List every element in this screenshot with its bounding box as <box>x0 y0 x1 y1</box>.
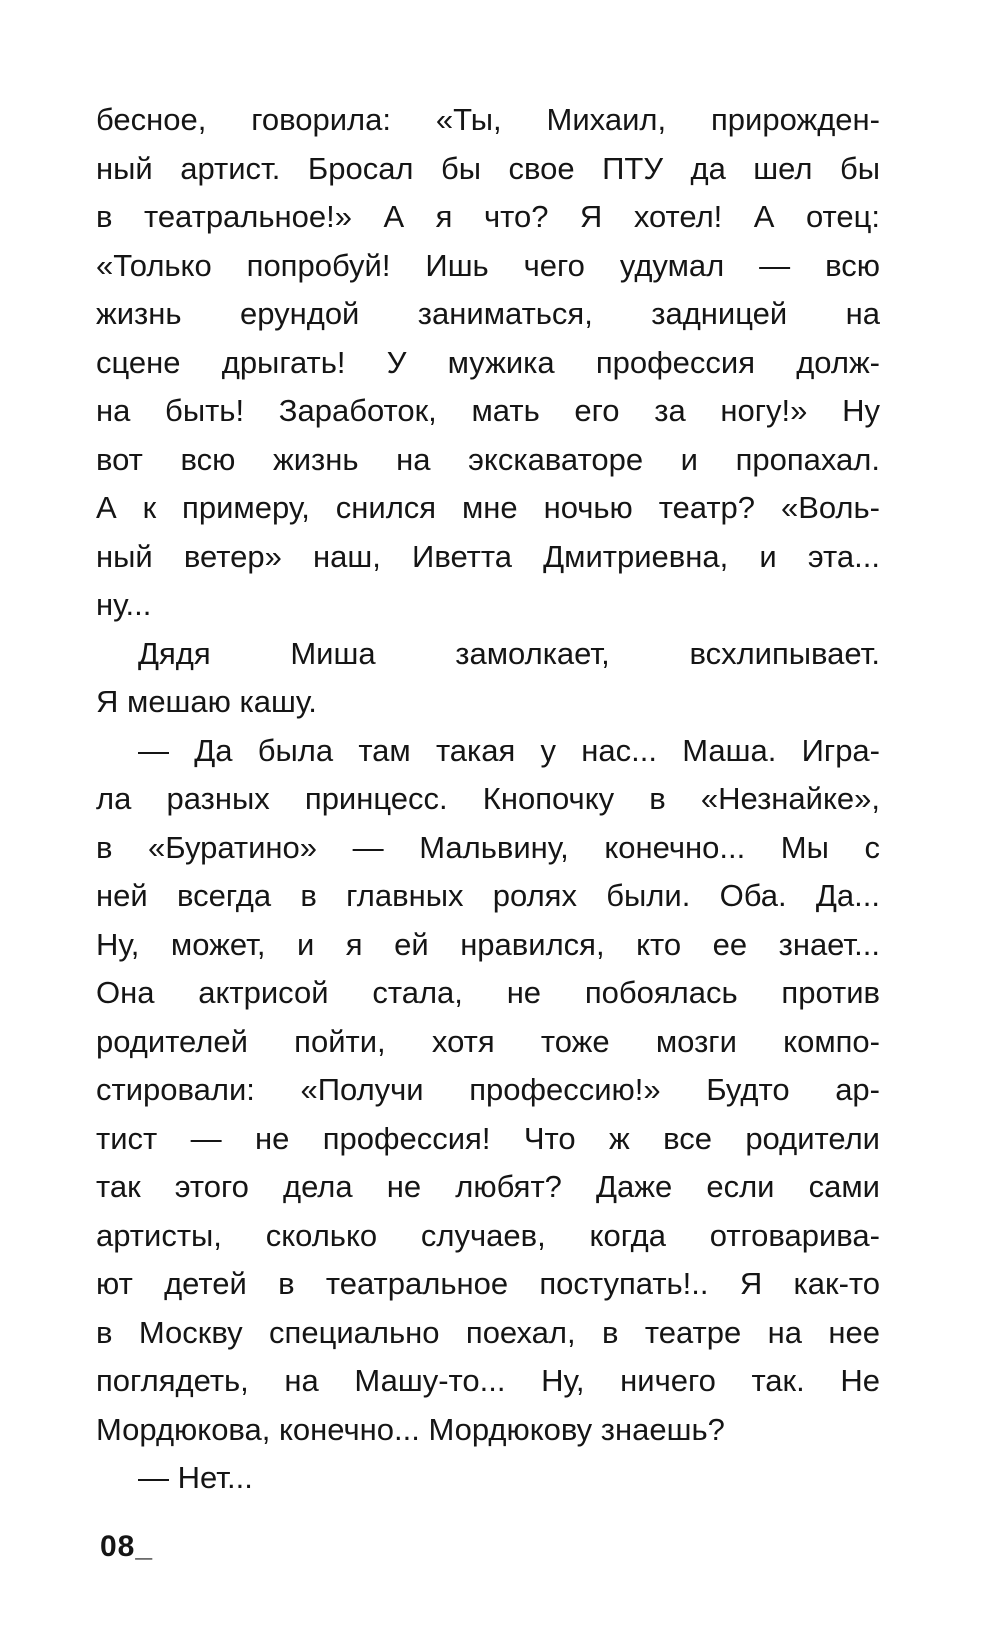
text-line: ный артист. Бросал бы свое ПТУ да шел бы <box>96 150 880 186</box>
text-line: тист — не профессия! Что ж все родители <box>96 1120 880 1156</box>
text-line: в Москву специально поехал, в театре на нее <box>96 1314 880 1350</box>
text-line: ла разных принцесс. Кнопочку в «Незнайке», <box>96 781 880 816</box>
text-line: Она актрисой стала, не побоялась против <box>96 975 880 1010</box>
text-line: стировали: «Получи профессию!» Будто ар- <box>96 1072 880 1107</box>
text-line: Дядя Миша замолкает, всхлипывает. <box>138 635 880 671</box>
text-line: А к примеру, снился мне ночью театр? «Воль- <box>96 490 880 525</box>
text-line: в «Буратино» — Мальвину, конечно... Мы с <box>96 829 880 865</box>
text-line: — Нет... <box>138 1460 253 1495</box>
text-line: жизнь ерундой заниматься, задницей на <box>96 296 880 331</box>
paragraph-dialogue <box>96 727 880 1455</box>
text-line: Я мешаю кашу. <box>96 684 317 719</box>
text-line: бесное, говорила: «Ты, Михаил, прирожден- <box>96 102 880 137</box>
text-line: в театральное!» А я что? Я хотел! А отец: <box>96 199 880 234</box>
text-line: родителей пойти, хотя тоже мозги компо- <box>96 1023 880 1059</box>
page-number: 08_ <box>100 1530 154 1563</box>
text-line: ну... <box>96 587 152 622</box>
text-line: Ну, может, и я ей нравился, кто ее знает... <box>96 926 880 962</box>
paragraph-monologue-start <box>96 96 880 630</box>
paragraph-reply <box>96 1454 880 1503</box>
text-line: артисты, сколько случаев, когда отговарива- <box>96 1217 880 1253</box>
text-line: на быть! Заработок, мать его за ногу!» Ну <box>96 393 880 428</box>
text-line: ют детей в театральное поступать!.. Я как-то <box>96 1266 880 1301</box>
text-line: — Да была там такая у нас... Маша. Игра- <box>138 732 880 768</box>
text-line: ней всегда в главных ролях были. Оба. Да... <box>96 878 880 913</box>
text-line: поглядеть, на Машу-то... Ну, ничего так. Не <box>96 1363 880 1398</box>
text-line: «Только попробуй! Ишь чего удумал — всю <box>96 247 880 283</box>
paragraph-narration <box>96 630 880 727</box>
body-text <box>96 96 880 1503</box>
text-line: сцене дрыгать! У мужика профессия долж- <box>96 344 880 380</box>
text-line: Мордюкова, конечно... Мордюкову знаешь? <box>96 1411 725 1447</box>
text-line: вот всю жизнь на экскаваторе и пропахал. <box>96 441 880 477</box>
text-line: ный ветер» наш, Иветта Дмитриевна, и эта... <box>96 538 880 574</box>
text-line: так этого дела не любят? Даже если сами <box>96 1169 880 1204</box>
